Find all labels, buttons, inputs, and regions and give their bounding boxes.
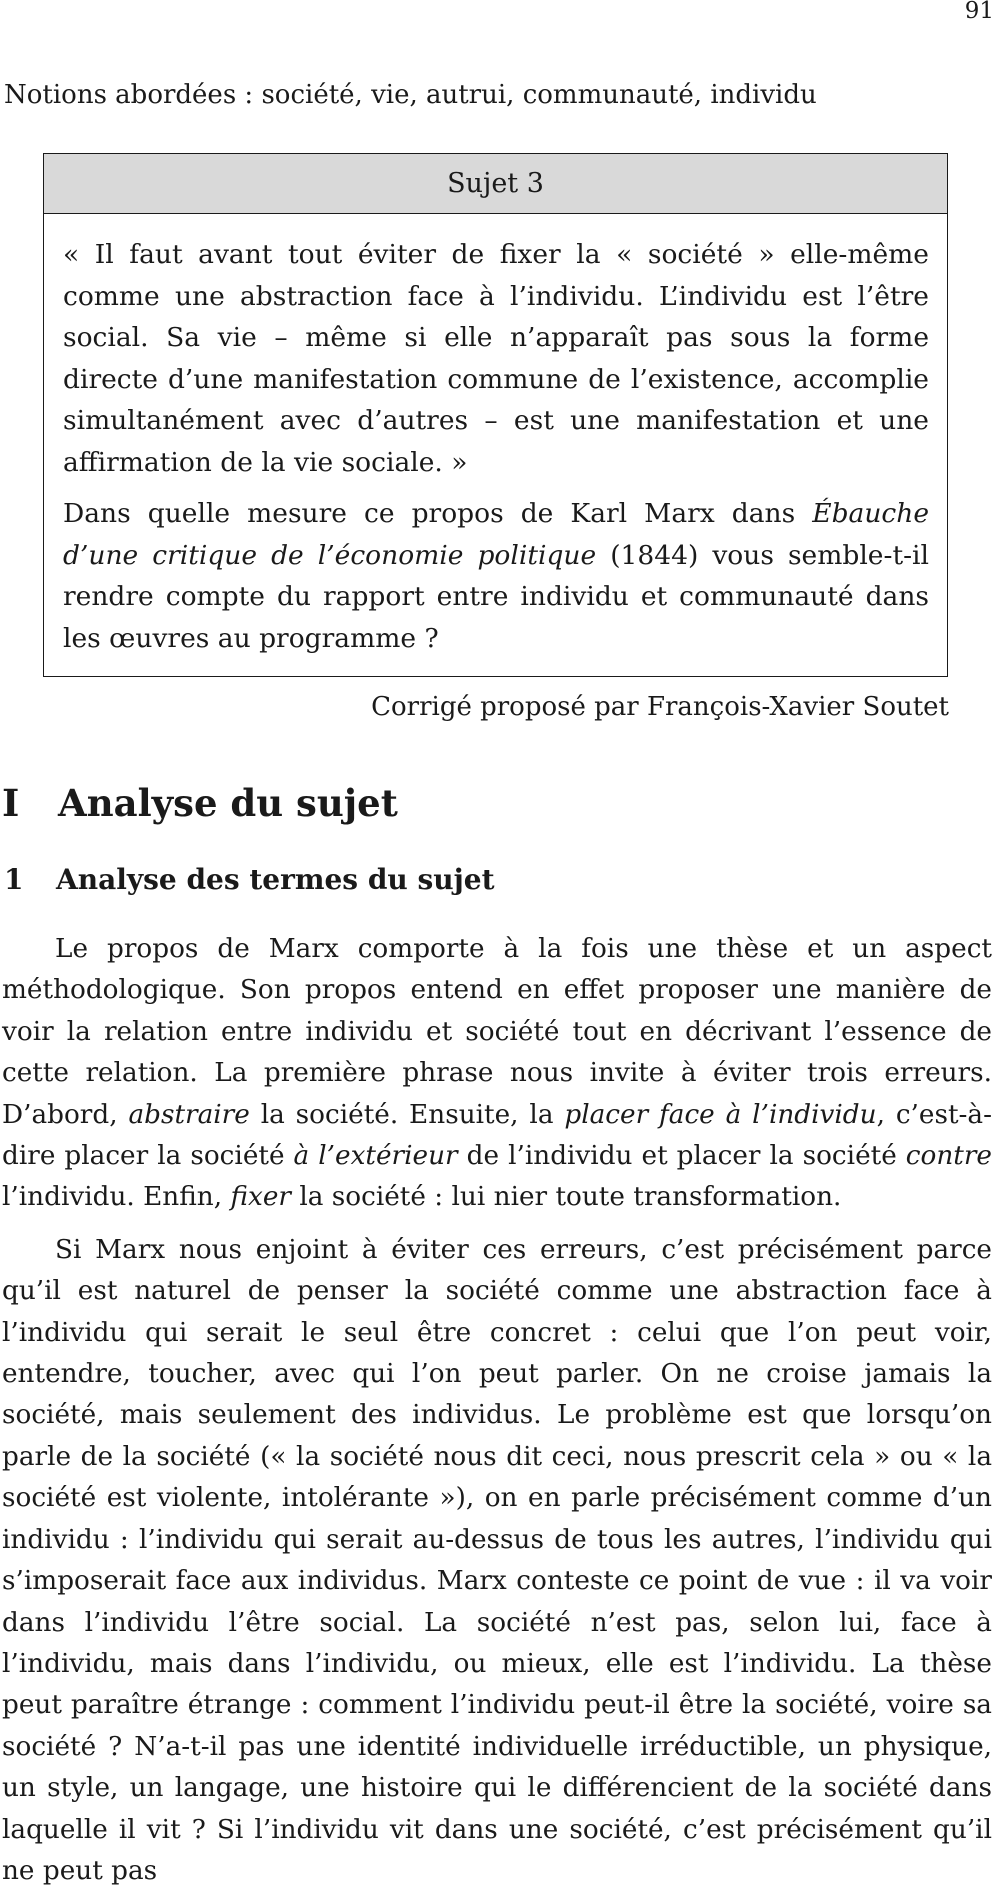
- subject-box: [43, 153, 948, 677]
- text-run: la société. Ensuite, la: [249, 1099, 565, 1130]
- cited-work-title: Ébauche d’une critique de l’économie politique: [63, 498, 929, 571]
- emphasis: à l’extérieur: [293, 1141, 458, 1172]
- section-heading: [2, 781, 398, 825]
- paragraph-1: [2, 929, 992, 1219]
- emphasis: contre: [905, 1141, 992, 1172]
- text-run: Le propos de Marx comporte à la fois une thèse et un aspect méthodologique. Son propos entend en effet proposer une manière de voir la relation entre individu et société tout en décrivant l’essence de cette relation. La première phrase nous invite à éviter trois erreurs. D’abord,: [2, 934, 992, 1130]
- section-title: Analyse du sujet: [58, 781, 398, 825]
- subsection-title: Analyse des termes du sujet: [56, 863, 495, 896]
- notions-line: Notions abordées : société, vie, autrui, communauté, individu: [4, 80, 817, 110]
- section-number: I: [2, 781, 20, 825]
- page-number: 91: [964, 0, 994, 24]
- question-text-end: (1844) vous semble-t-il rendre compte du rapport entre individu et communauté dans les œuvres au programme ?: [63, 539, 929, 654]
- attribution: Corrigé proposé par François-Xavier Soutet: [371, 692, 949, 722]
- emphasis: placer face à l’individu: [564, 1099, 877, 1130]
- text-run: la société : lui nier toute transformation.: [290, 1182, 842, 1213]
- body-text: [2, 929, 992, 1903]
- emphasis: fixer: [230, 1182, 291, 1213]
- text-run: l’individu. Enfin,: [2, 1182, 231, 1213]
- paragraph-2: Si Marx nous enjoint à éviter ces erreurs, c’est précisément parce qu’il est naturel de penser la société comme une abstraction face à l’individu qui serait le seul être concret : celui que l’on peut voir, entendre, toucher, avec qui l’on peut parler. On ne croise jamais la société, mais seulement des individus. Le problème est que lorsqu’on parle de la société (« la société nous dit ceci, nous prescrit cela » ou « la société est violente, intolérante »), on en parle précisément comme d’un individu : l’individu qui serait au-dessus de tous les autres, l’individu qui s’imposerait face aux individus. Marx conteste ce point de vue : il va voir dans l’individu l’être social. La société n’est pas, selon lui, face à l’individu, mais dans l’individu, ou mieux, elle est l’individu. La thèse peut paraître étrange : comment l’individu peut-il être la société, voire sa société ? N’a-t-il pas une identité individuelle irréductible, un physique, un style, un langage, une histoire qui le différencient de la société dans laquelle il vit ? Si l’individu vit dans une société, c’est précisément qu’il ne peut pas: [2, 1234, 992, 1886]
- question-text-start: Dans quelle mesure ce propos de Karl Marx dans: [63, 498, 813, 529]
- subject-title: Sujet 3: [44, 154, 947, 214]
- text-run: , c’est-à-dire placer la société: [2, 1099, 992, 1172]
- subject-body: [44, 214, 947, 659]
- text-run: de l’individu et placer la société: [457, 1141, 906, 1172]
- subject-quote: « Il faut avant tout éviter de fixer la « société » elle-même comme une abstraction face à l’individu. L’individu est l’être social. Sa vie – même si elle n’apparaît pas sous la forme directe d’une manifestation commune de l’existence, accomplie simultanément avec d’autres – est une manifestation et une affirmation de la vie sociale. »: [63, 239, 929, 478]
- subsection-heading: [4, 863, 495, 896]
- subject-question: [63, 493, 929, 659]
- subsection-number: 1: [4, 863, 24, 896]
- emphasis: abstraire: [128, 1099, 250, 1130]
